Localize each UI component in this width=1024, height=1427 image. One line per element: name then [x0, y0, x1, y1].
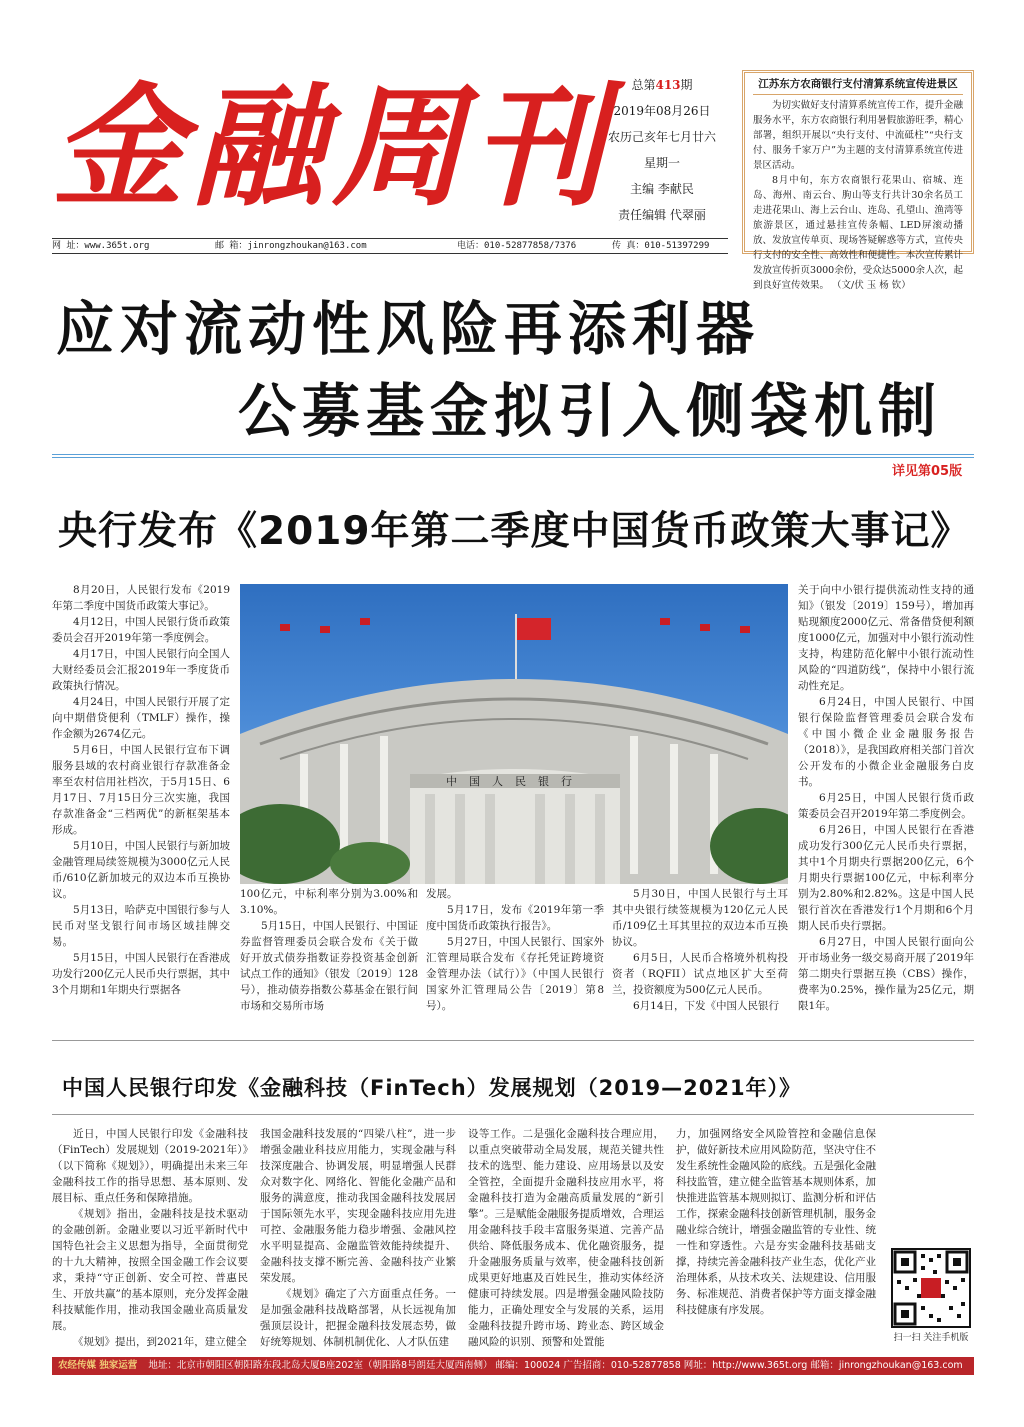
paragraph: 设等工作。二是强化金融科技合理应用，以重点突破带动全局发展，规范关键共性技术的选型、能力建设、应用场景以及安全管控，全面提升金融科技应用水平，将金融科技打造为金融高质量发展的“新引擎”。三是赋能金融服务提质增效，合理运用金融科技手段丰富服务渠道、完善产品供给、降低服务成本、优化融资服务，提升金融服务质量与效率，使金融科技创新成果更好地惠及百姓民生，推动实体经济健康可持续发展。四是增强金融风险技防能力，正确处理安全与发展的关系，运用金融科技提升跨市场、跨业态、跨区域金融风险的识别、预警和处置能: [468, 1128, 664, 1348]
paragraph: 6月5日，人民币合格境外机构投资者（RQFII）试点地区扩大至荷兰，投资额度为500亿元人民币。: [612, 952, 788, 996]
paragraph: 5月27日，中国人民银行、国家外汇管理局联合发布《存托凭证跨境资金管理办法（试行）》（中国人民银行 国家外汇管理局公告〔2019〕第8号）。: [426, 936, 604, 1012]
pboc-building-photo: [240, 584, 788, 884]
article2-title: 中国人民银行印发《金融科技（FinTech）发展规划（2019—2021年）》: [62, 1076, 802, 1100]
article1-column: [52, 582, 230, 998]
article1-column: [240, 886, 418, 1014]
paragraph: 发展。: [426, 888, 458, 900]
svg-text:中国人民银行: 中国人民银行: [446, 775, 584, 788]
qr-code-icon[interactable]: [891, 1248, 971, 1328]
promo-box: [742, 70, 974, 291]
paragraph: 5月15日，中国人民银行、中国证券监督管理委员会联合发布《关于做好开放式债券指数证券投资基金创新试点工作的通知》（银发〔2019〕128号），推动债券指数公募基金在银行间市场和交易所市场: [240, 920, 419, 1012]
paragraph: 6月27日，中国人民银行面向公开市场业务一级交易商开展了2019年第二期央行票据互换（CBS）操作，费率为0.25%，操作量为25亿元，期限1年。: [798, 936, 974, 1012]
promo-paragraph: 为切实做好支付清算系统宣传工作，提升金融服务水平，东方农商银行利用暑假旅游旺季，精心部署，组织开展以“央行支付、中流砥柱”“央行支付、服务千家万户”为主题的支付清算系统宣传进景区活动。: [753, 100, 963, 171]
chief-editor: 主编 李献民: [630, 182, 694, 196]
paragraph: 关于向中小银行提供流动性支持的通知》（银发〔2019〕159号），增加再贴现额度2000亿元、常备借贷便利额度1000亿元，加强对中小银行流动性支持，构建防范化解中小银行流动性风险的“四道防线”，保持中小银行流动性充足。: [798, 584, 974, 692]
paragraph: 《规划》提出，到2021年，建立健全: [73, 1336, 247, 1348]
article2-column: [260, 1126, 456, 1350]
paragraph: 《规划》确定了六方面重点任务。一是加强金融科技战略部署，从长远视角加强顶层设计，把握金融科技发展态势，做好统筹规划、体制机制优化、人才队伍建: [260, 1288, 456, 1348]
phone-text: 电话：010-52877858/7376: [457, 241, 577, 251]
article1-column: [426, 886, 604, 1014]
contact-bar: [52, 238, 728, 254]
paragraph: 5月10日，中国人民银行与新加坡金融管理局续签规模为3000亿元人民币/610亿新加坡元的双边本币互换协议。: [52, 840, 230, 900]
see-more-link[interactable]: 详见第05版: [892, 464, 963, 479]
email-text: 邮 箱：jinrongzhoukan@163.com: [215, 241, 367, 251]
qr-code-block[interactable]: [888, 1248, 974, 1344]
paragraph: 5月30日，中国人民银行与土耳其中央银行续签规模为120亿元人民币/109亿土耳其里拉的双边本币互换协议。: [612, 888, 788, 948]
article2-column: [676, 1126, 876, 1318]
issue-number: 总第413期: [631, 78, 693, 92]
newspaper-logo: 金融周刊: [52, 70, 612, 225]
paragraph: 我国金融科技发展的“四梁八柱”，进一步增强金融业科技应用能力，实现金融与科技深度融合、协调发展，明显增强人民群众对数字化、网络化、智能化金融产品和服务的满意度，推动我国金融科技发展居于国际领先水平，实现金融科技应用先进可控、金融服务能力稳步增强、金融风控水平明显提高、金融监管效能持续提升、金融科技支撑不断完善、金融科技产业繁荣发展。: [260, 1128, 456, 1284]
article1-column: [612, 886, 788, 1014]
article1-column: [798, 582, 974, 1014]
paragraph: 6月24日，中国人民银行、中国银行保险监督管理委员会联合发布《中国小微企业金融服务报告（2018）》，是我国政府相关部门首次公开发布的小微企业金融服务白皮书。: [798, 696, 974, 788]
paragraph: 5月6日，中国人民银行宣布下调服务县域的农村商业银行存款准备金率至农村信用社档次，于5月15日、6月17日、7月15日分三次实施，我国存款准备金“三档两优”的新框架基本形成。: [52, 744, 230, 836]
paragraph: 《规划》指出，金融科技是技术驱动的金融创新。金融业要以习近平新时代中国特色社会主义思想为指导，全面贯彻党的十九大精神，按照全国金融工作会议要求，秉持“守正创新、安全可控、普惠民生、开放共赢”的基本原则，充分发挥金融科技赋能作用，推动我国金融业高质量发展。: [52, 1208, 248, 1332]
lunar-date: 农历己亥年七月廿六: [607, 130, 716, 144]
paragraph: 100亿元，中标利率分别为3.00%和3.10%。: [240, 888, 418, 916]
paragraph: 6月14日，下发《中国人民银行: [633, 1000, 780, 1012]
paragraph: 8月20日，人民银行发布《2019年第二季度中国货币政策大事记》。: [52, 584, 230, 612]
website-text: 网 址：www.365t.org: [52, 241, 150, 251]
paragraph: 5月15日，中国人民银行在香港成功发行200亿元人民币央行票据，其中3个月期和1年期央行票据各: [52, 952, 230, 996]
fax-text: 传 真：010-51397299: [612, 241, 710, 251]
paragraph: 近日，中国人民银行印发《金融科技（FinTech）发展规划（2019-2021年）》（以下简称《规划》），明确提出未来三年金融科技工作的指导思想、基本原则、发展目标、重点任务和保障措施。: [52, 1128, 248, 1204]
paragraph: 4月24日，中国人民银行开展了定向中期借贷便利（TMLF）操作，操作金额为2674亿元。: [52, 696, 230, 740]
paragraph: 6月25日，中国人民银行货币政策委员会召开2019年第二季度例会。: [798, 792, 974, 820]
issue-info: [592, 72, 732, 228]
promo-paragraph: 8月中旬，东方农商银行花果山、宿城、连岛、海州、南云台、朐山等支行共计30余名员工走进花果山、海上云台山、连岛、孔望山、渔湾等旅游景区，通过悬挂宣传条幅、LED屏滚动播放、发放宣传单页、现场答疑解惑等方式，宣传央行支付的安全性、高效性和便捷性。本次宣传累计发放宣传折页3000余份，受众达5000余人次，起到良好宣传效果。 （文/伏 玉 杨 钦）: [753, 175, 963, 291]
article1-title: 央行发布《2019年第二季度中国货币政策大事记》: [58, 509, 971, 554]
headline-line2: 公募基金拟引入侧袋机制: [238, 377, 943, 445]
divider: [52, 1040, 974, 1041]
issue-date: 2019年08月26日: [613, 104, 711, 118]
paragraph: 5月17日，发布《2019年第一季度中国货币政策执行报告》。: [426, 904, 604, 932]
footer-slogan: 农经传媒 独家运营: [58, 1360, 138, 1371]
paragraph: 5月13日，哈萨克中国银行参与人民币对坚戈银行间市场区域挂牌交易。: [52, 904, 230, 948]
paragraph: 6月26日，中国人民银行在香港成功发行300亿元人民币央行票据，其中1个月期央行票据200亿元，6个月期央行票据100亿元，中标利率分别为2.80%和2.82%。这是中国人民银行首次在香港发行1个月期和6个月期人民币央行票据。: [798, 824, 974, 932]
weekday: 星期一: [643, 156, 680, 170]
divider: [52, 1114, 974, 1115]
article2-column: [52, 1126, 248, 1350]
footer-contact: 地址：北京市朝阳区朝阳路东段北岛大厦B座202室（朝阳路8号朗廷大厦西南侧） 邮编：100024 广告招商：010-52877858 网址：http://www.365t.org 邮箱：jinrongzhoukan@163.com: [148, 1360, 963, 1371]
responsible-editor: 责任编辑 代翠丽: [618, 208, 706, 222]
headline-line1: 应对流动性风险再添利器: [56, 295, 761, 363]
article2-column: [468, 1126, 664, 1350]
paragraph: 力，加强网络安全风险管控和金融信息保护，做好新技术应用风险防范，坚决守住不发生系统性金融风险的底线。五是强化金融科技监管，建立健全监管基本规则体系，加快推进监管基本规则拟订、监测分析和评估工作，探索金融科技创新管理机制，服务金融业综合统计，增强金融监管的专业性、统一性和穿透性。六是夯实金融科技基础支撑，持续完善金融科技产业生态，优化产业治理体系，从技术攻关、法规建设、信用服务、标准规范、消费者保护等方面支撑金融科技健康有序发展。: [676, 1128, 876, 1316]
promo-title: 江苏东方农商银行支付清算系统宣传进景区: [753, 77, 963, 95]
divider: [52, 454, 974, 458]
footer-bar: [52, 1357, 974, 1375]
qr-caption: 扫一扫 关注手机版: [893, 1333, 969, 1343]
paragraph: 4月12日，中国人民银行货币政策委员会召开2019年第一季度例会。: [52, 616, 230, 644]
paragraph: 4月17日，中国人民银行向全国人大财经委员会汇报2019年一季度货币政策执行情况。: [52, 648, 230, 692]
